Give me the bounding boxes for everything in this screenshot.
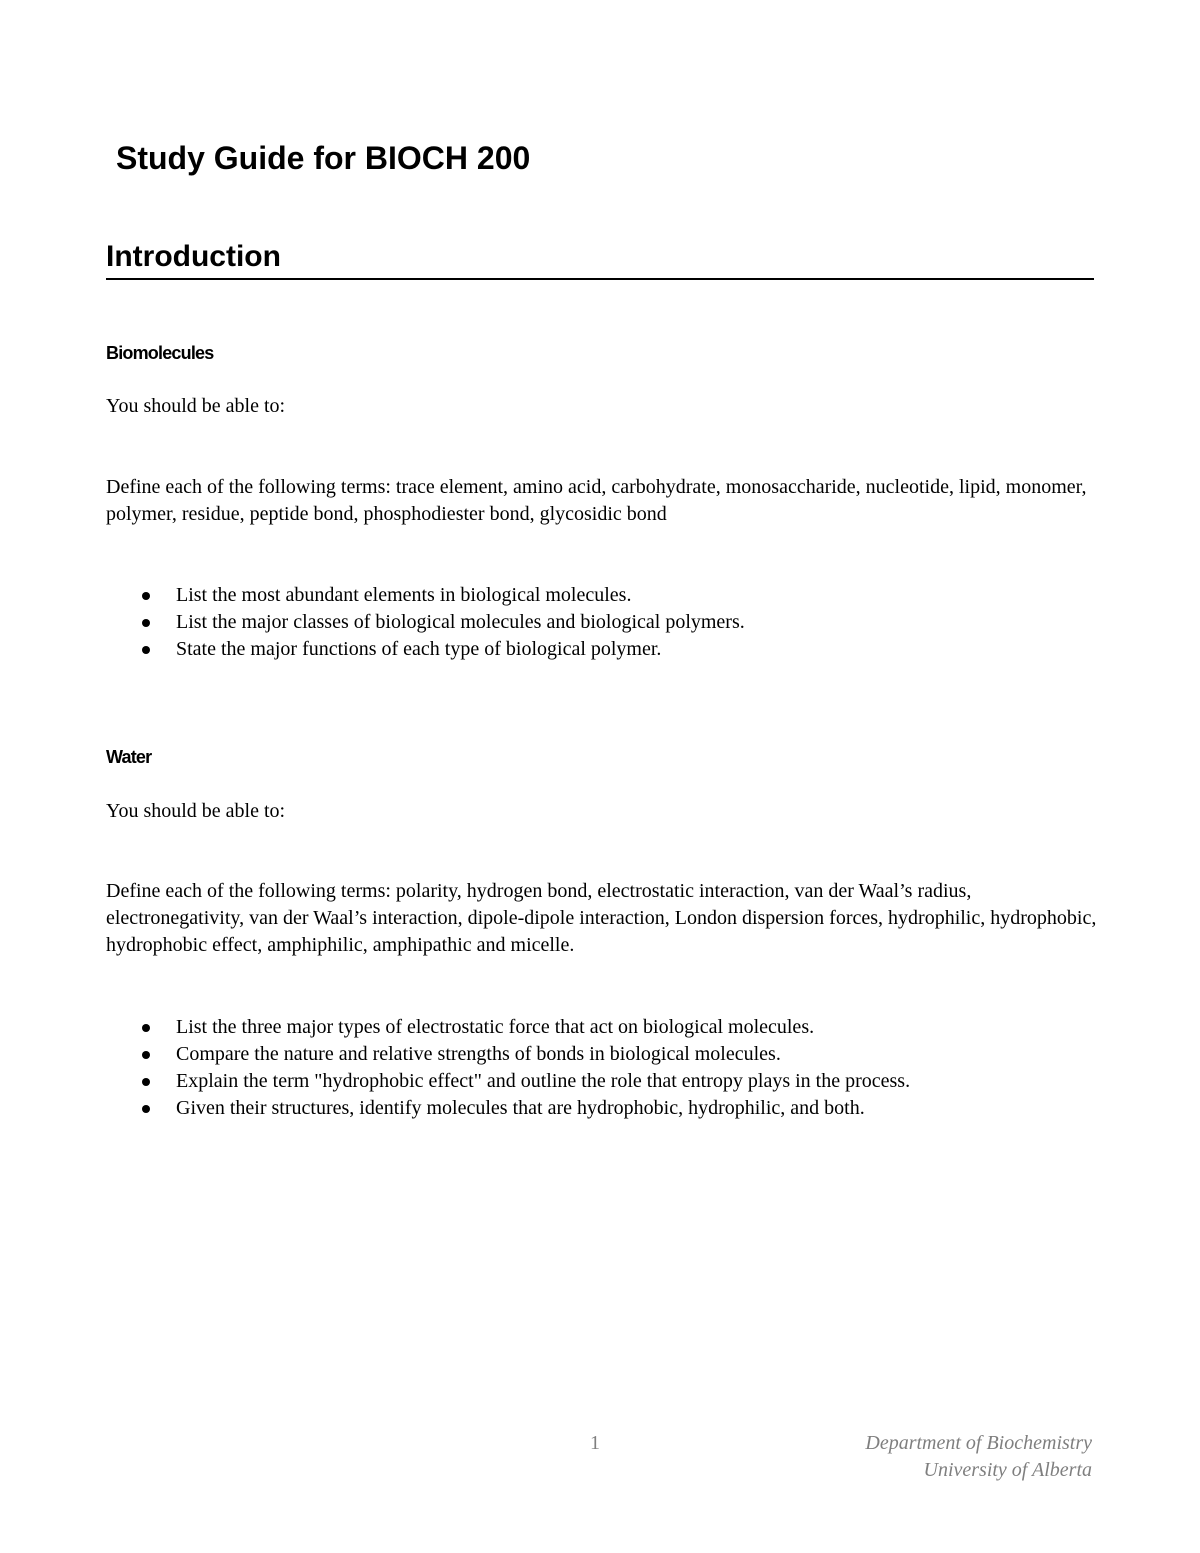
list-item-text: Compare the nature and relative strengths of bonds in biological molecules. [176,1043,781,1065]
list-item [106,582,1098,609]
section-title: Introduction [106,240,1094,280]
water-objectives-list [106,1014,1098,1122]
list-item-text: Explain the term "hydrophobic effect" and outline the role that entropy plays in the process. [176,1070,911,1092]
document-title: Study Guide for BIOCH 200 [116,140,531,176]
footer-department: Department of Biochemistry [865,1432,1092,1454]
biomolecules-intro: You should be able to: [106,395,286,417]
water-heading: Water [106,747,152,767]
bullet-icon [142,1051,150,1059]
list-item [106,1068,1098,1095]
list-item [106,1095,1098,1122]
bullet-icon [142,646,150,654]
list-item-text: State the major functions of each type of biological polymer. [176,638,662,660]
biomolecules-definition: Define each of the following terms: trace element, amino acid, carbohydrate, monosaccharide, nucleotide, lipid, monomer, polymer, residue, peptide bond, phosphodiester bond, glycosidic bond [106,476,1087,525]
list-item [106,1014,1098,1041]
bullet-icon [142,1078,150,1086]
water-definition: Define each of the following terms: polarity, hydrogen bond, electrostatic interaction, van der Waal’s radius, electronegativity, van der Waal’s interaction, dipole-dipole interaction, London dispersion forces, hydrophilic, hydrophobic, hydrophobic effect, amphiphilic, amphipathic and micelle. [106,880,1097,956]
list-item [106,609,1098,636]
footer-university: University of Alberta [923,1459,1092,1481]
biomolecules-objectives-list [106,582,1098,663]
list-item-text: List the three major types of electrostatic force that act on biological molecules. [176,1016,815,1038]
footer-affiliation [865,1430,1092,1484]
bullet-icon [142,619,150,627]
list-item [106,636,1098,663]
bullet-icon [142,1105,150,1113]
page-number: 1 [590,1432,600,1454]
list-item-text: List the most abundant elements in biological molecules. [176,584,632,606]
water-intro: You should be able to: [106,800,286,822]
list-item [106,1041,1098,1068]
biomolecules-heading: Biomolecules [106,343,214,363]
list-item-text: List the major classes of biological molecules and biological polymers. [176,611,745,633]
list-item-text: Given their structures, identify molecules that are hydrophobic, hydrophilic, and both. [176,1097,865,1119]
bullet-icon [142,1024,150,1032]
bullet-icon [142,592,150,600]
